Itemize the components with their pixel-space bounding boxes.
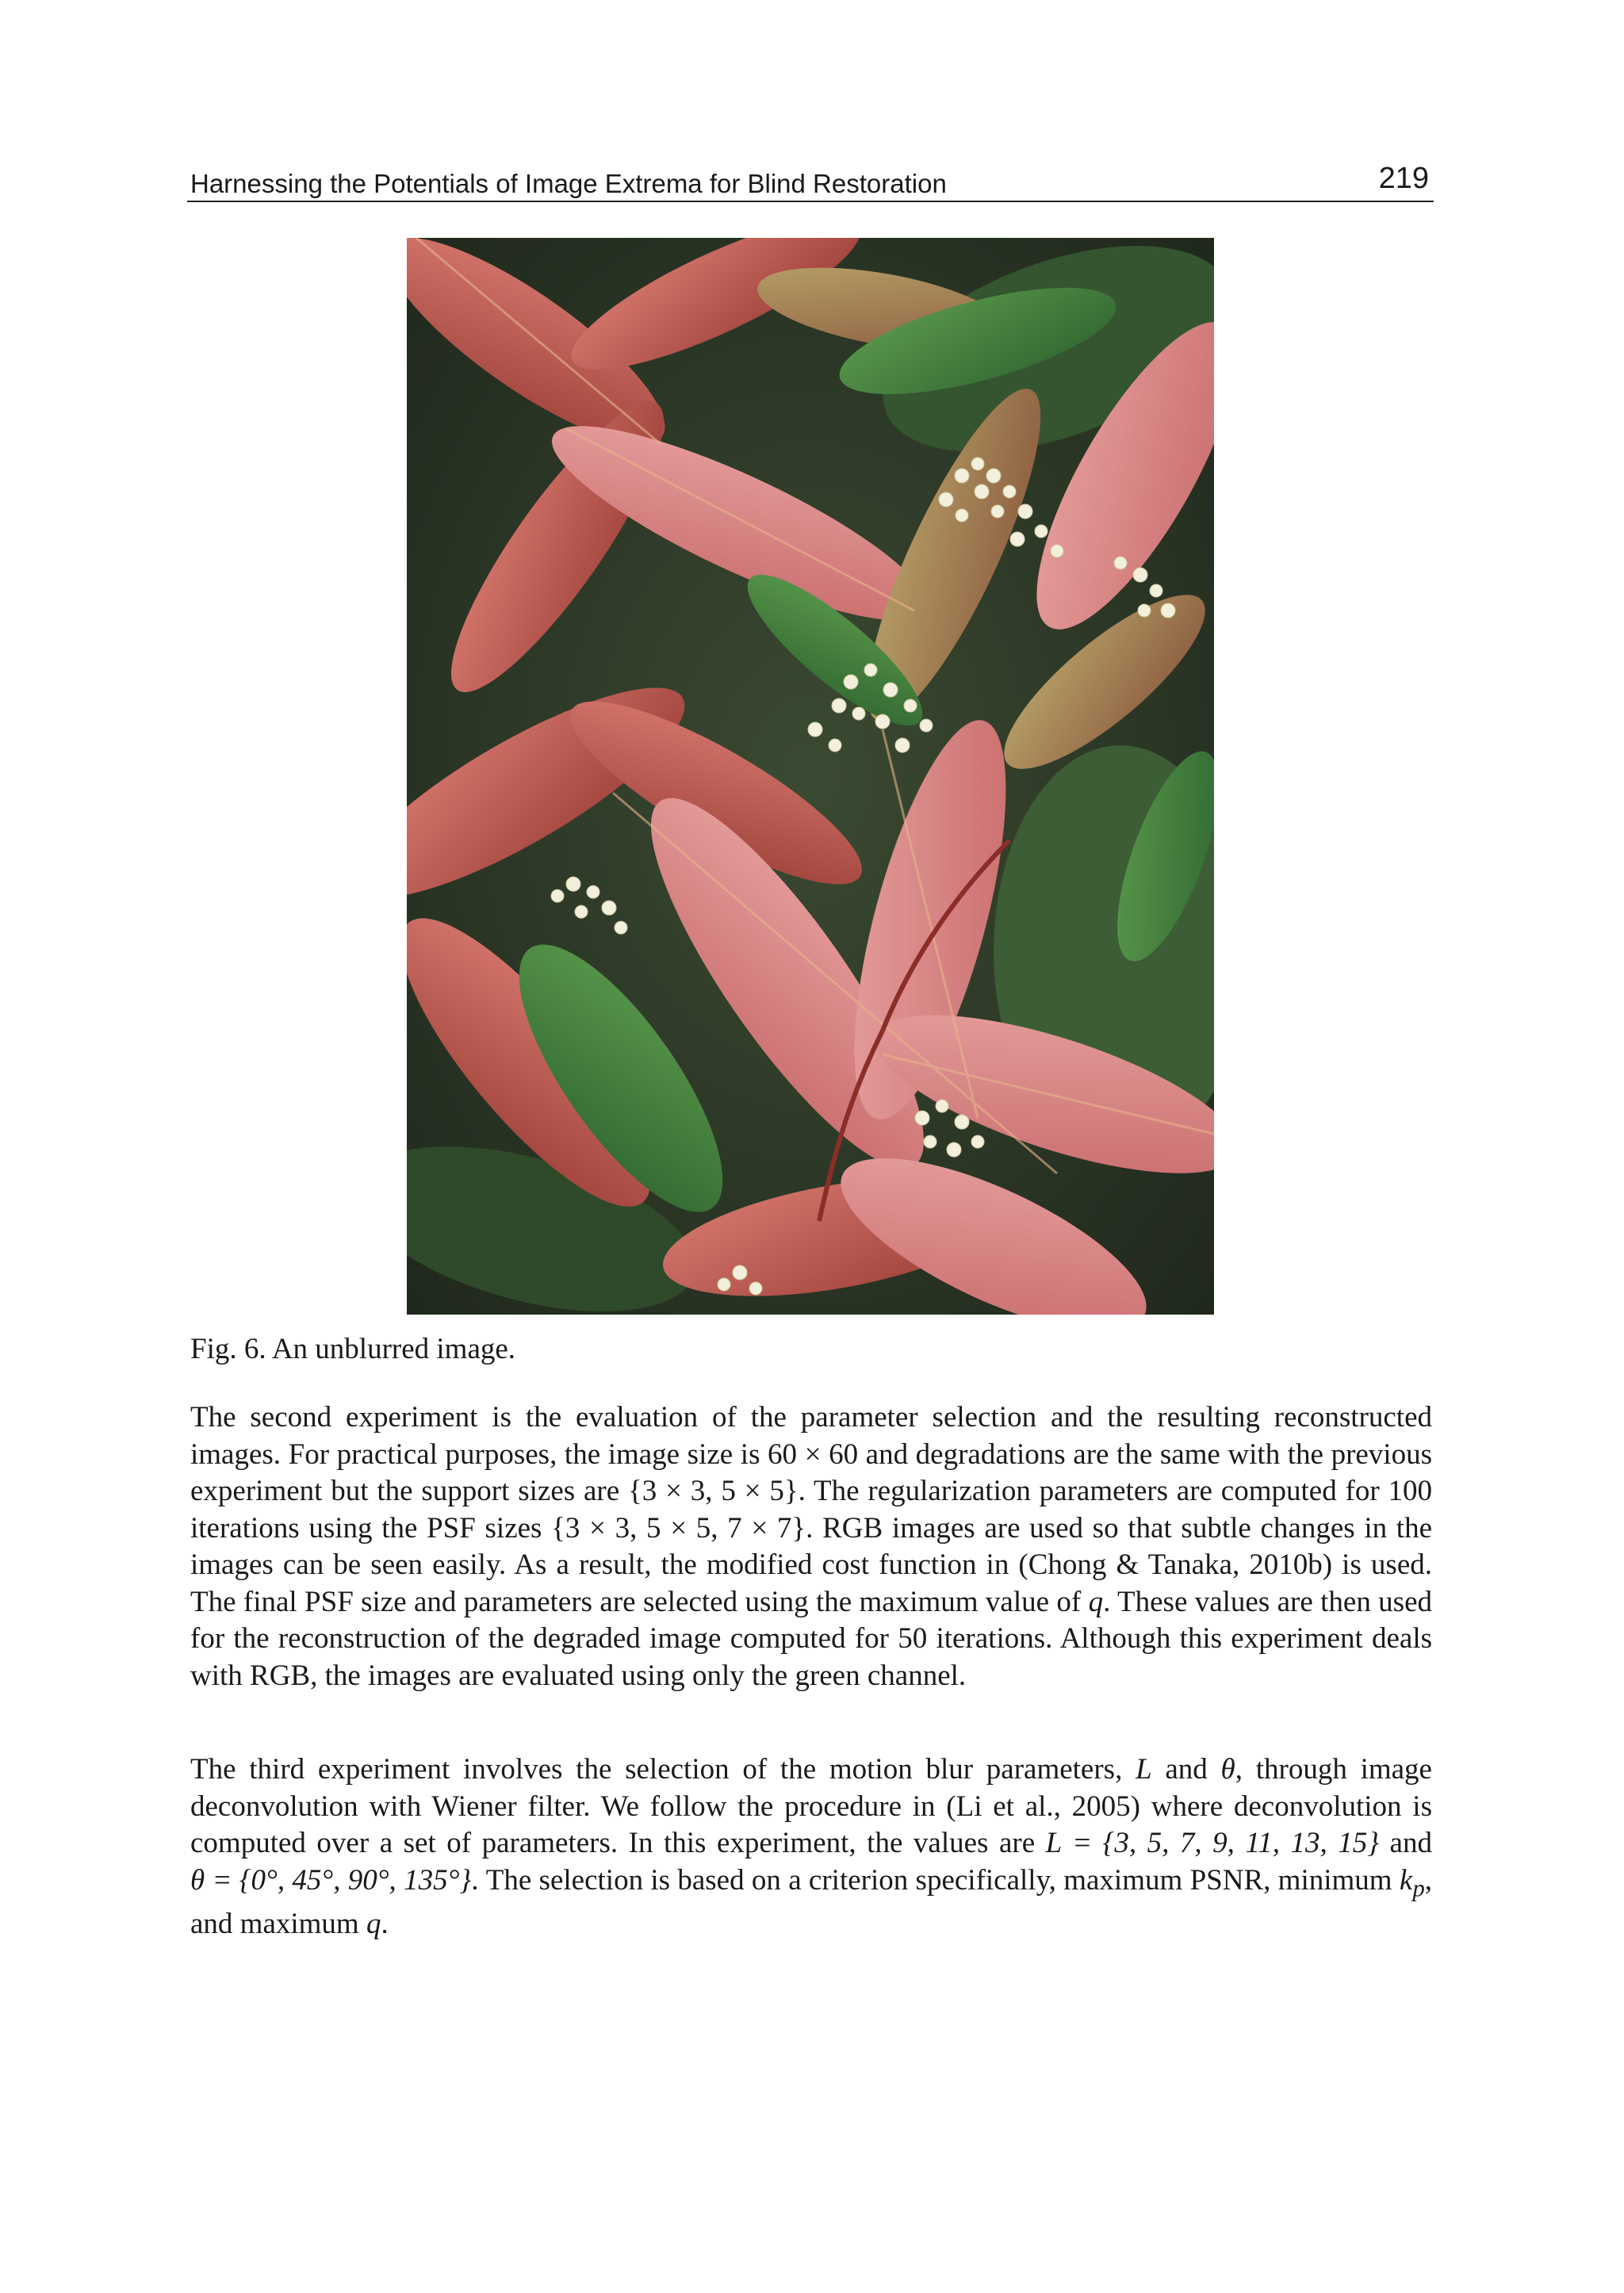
p1-text-2: . These values are then used for the reconstruction of the degraded image computed for 50 iterations. Although this experiment deals with RGB, the images are evaluated using only the green channel. [190, 1585, 1433, 1692]
p2-math-L: L [1136, 1753, 1152, 1786]
p1-math-q: q [1088, 1585, 1104, 1618]
photo-illustration [407, 238, 1214, 1315]
p2-math-kp-base: k [1399, 1863, 1413, 1897]
page-number: 219 [1378, 162, 1429, 195]
paragraph-second-experiment [190, 1399, 1432, 1694]
p2-math-q: q [366, 1908, 381, 1941]
p2-text-7: . [381, 1908, 389, 1941]
p2-text-6: , and maximum [190, 1863, 1432, 1941]
p2-text-2: and [1151, 1753, 1221, 1786]
p2-text-4: and [1379, 1827, 1432, 1859]
p2-text-3: , through image deconvolution with Wiener filter. We follow the procedure in (Li et al., 2005) where deconvolution is computed over a set of parameters. In this experiment, the values are [190, 1753, 1432, 1859]
p2-math-theta-set: θ = {0°, 45°, 90°, 135°} [190, 1863, 472, 1897]
figure-caption: Fig. 6. An unblurred image. [190, 1333, 516, 1365]
p2-text-5: . The selection is based on a criterion specifically, maximum PSNR, minimum [471, 1863, 1400, 1897]
p2-math-L-set: L = {3, 5, 7, 9, 11, 13, 15} [1045, 1827, 1380, 1859]
figure-photo-leaves [407, 238, 1214, 1315]
p2-math-theta: θ [1220, 1753, 1235, 1786]
running-title: Harnessing the Potentials of Image Extrema for Blind Restoration [190, 169, 947, 198]
p1-text-1: The second experiment is the evaluation of the parameter selection and the resulting reconstructed images. For practical purposes, the image size is 60 × 60 and degradations are the same with the previous experiment but the support sizes are {3 × 3, 5 × 5}. The regularization parameters are computed for 100 iterations using the PSF sizes {3 × 3, 5 × 5, 7 × 7}. RGB images are used so that subtle changes in the images can be seen easily. As a result, the modified cost function in (Chong & Tanaka, 2010b) is used. The final PSF size and parameters are selected using the maximum value of [190, 1401, 1432, 1618]
p2-math-kp-sub: p [1412, 1874, 1425, 1901]
p2-math-kp [1399, 1863, 1425, 1901]
p2-text-1: The third experiment involves the selection of the motion blur parameters, [190, 1753, 1136, 1786]
paragraph-third-experiment [190, 1751, 1432, 1943]
running-header [187, 163, 1434, 202]
